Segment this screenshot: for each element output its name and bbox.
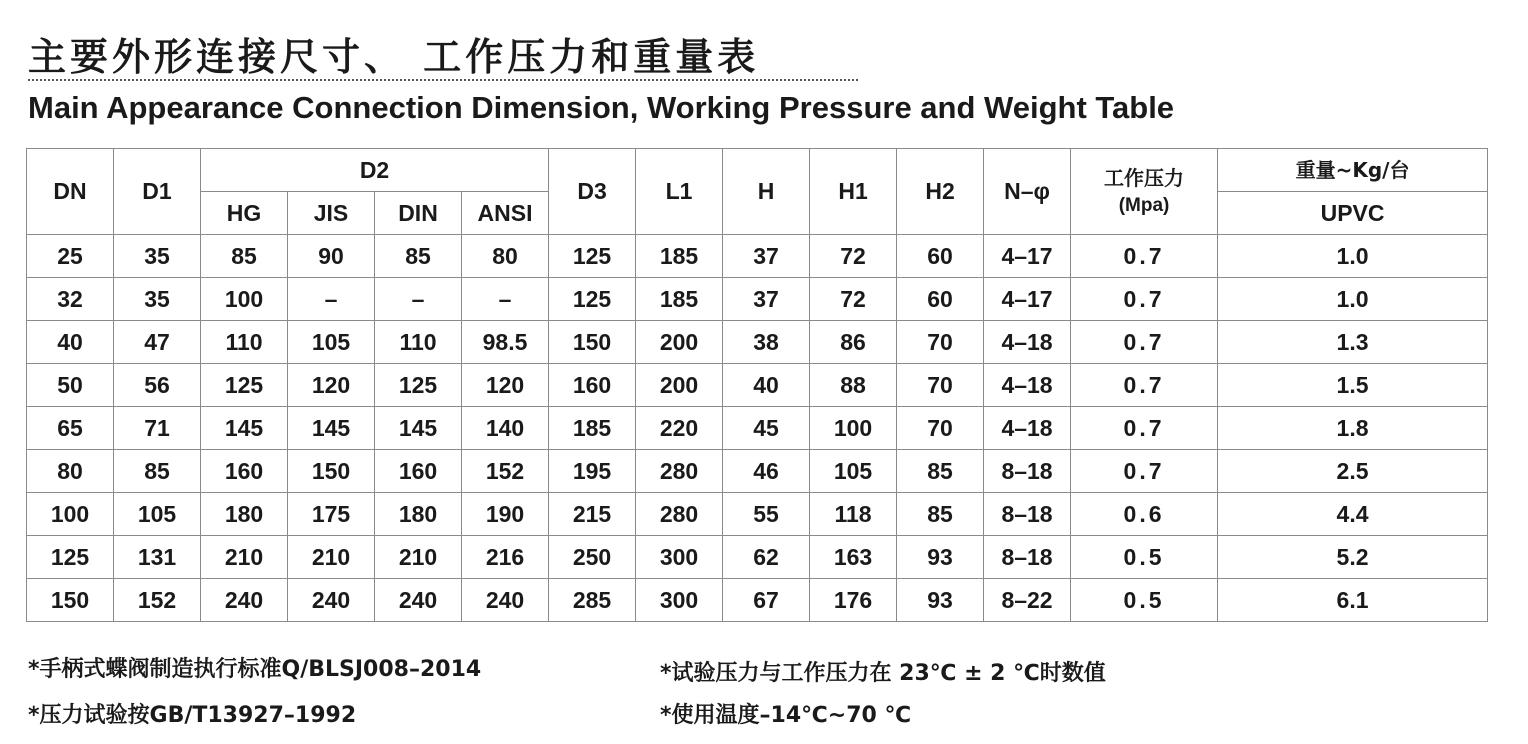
cell-d1: 85 <box>114 450 201 493</box>
cell-n-phi: 8–18 <box>984 493 1071 536</box>
header-d2-ansi: ANSI <box>462 192 549 235</box>
cell-h2: 60 <box>897 278 984 321</box>
cell-h: 45 <box>723 407 810 450</box>
cell-d2-ansi: 140 <box>462 407 549 450</box>
table-row <box>27 235 1488 278</box>
header-h: H <box>723 149 810 235</box>
cell-n-phi: 4–17 <box>984 278 1071 321</box>
header-d2-hg: HG <box>201 192 288 235</box>
cell-d3: 250 <box>549 536 636 579</box>
cell-d2-din: 125 <box>375 364 462 407</box>
cell-dn: 80 <box>27 450 114 493</box>
header-d1: D1 <box>114 149 201 235</box>
header-d2-jis: JIS <box>288 192 375 235</box>
dimension-table <box>26 148 1488 622</box>
cell-n-phi: 4–18 <box>984 321 1071 364</box>
note-test-condition: *试验压力与工作压力在 23℃ ± 2 ℃时数值 <box>660 661 1106 686</box>
cell-d2-jis: 120 <box>288 364 375 407</box>
cell-d2-ansi: 80 <box>462 235 549 278</box>
cell-l1: 280 <box>636 493 723 536</box>
cell-d3: 285 <box>549 579 636 622</box>
cell-d2-din: 210 <box>375 536 462 579</box>
cell-dn: 150 <box>27 579 114 622</box>
header-d3: D3 <box>549 149 636 235</box>
cell-pressure: 0.7 <box>1071 450 1218 493</box>
cell-h1: 100 <box>810 407 897 450</box>
cell-h1: 105 <box>810 450 897 493</box>
cell-d2-jis: 240 <box>288 579 375 622</box>
cell-l1: 280 <box>636 450 723 493</box>
header-weight: 重量~Kg/台 <box>1218 149 1488 192</box>
header-working-pressure <box>1071 149 1218 235</box>
table-row <box>27 579 1488 622</box>
cell-d2-hg: 145 <box>201 407 288 450</box>
cell-d2-jis: 145 <box>288 407 375 450</box>
cell-d2-hg: 210 <box>201 536 288 579</box>
cell-l1: 185 <box>636 278 723 321</box>
cell-pressure: 0.7 <box>1071 321 1218 364</box>
header-n-phi: N–φ <box>984 149 1071 235</box>
cell-d2-din: 240 <box>375 579 462 622</box>
cell-pressure: 0.7 <box>1071 364 1218 407</box>
cell-d2-hg: 100 <box>201 278 288 321</box>
cell-h2: 85 <box>897 450 984 493</box>
header-h2: H2 <box>897 149 984 235</box>
cell-n-phi: 8–18 <box>984 450 1071 493</box>
cell-weight: 1.0 <box>1218 278 1488 321</box>
cell-h1: 118 <box>810 493 897 536</box>
cell-d2-ansi: 98.5 <box>462 321 549 364</box>
page-title-english: Main Appearance Connection Dimension, Working Pressure and Weight Table <box>28 90 1175 125</box>
cell-pressure: 0.6 <box>1071 493 1218 536</box>
cell-dn: 25 <box>27 235 114 278</box>
cell-d2-jis: 150 <box>288 450 375 493</box>
cell-d3: 125 <box>549 235 636 278</box>
table-row <box>27 450 1488 493</box>
cell-h1: 88 <box>810 364 897 407</box>
cell-d2-din: – <box>375 278 462 321</box>
header-pressure-unit: (Mpa) <box>1118 194 1170 216</box>
cell-d1: 47 <box>114 321 201 364</box>
table-row <box>27 536 1488 579</box>
header-pressure-label: 工作压力 <box>1104 165 1185 190</box>
cell-h1: 72 <box>810 235 897 278</box>
table-row <box>27 278 1488 321</box>
note-temperature: *使用温度–14℃~70 ℃ <box>660 703 912 728</box>
cell-d1: 35 <box>114 235 201 278</box>
cell-d2-hg: 125 <box>201 364 288 407</box>
cell-h1: 163 <box>810 536 897 579</box>
cell-h: 62 <box>723 536 810 579</box>
cell-l1: 200 <box>636 364 723 407</box>
table-row <box>27 407 1488 450</box>
cell-d2-jis: 210 <box>288 536 375 579</box>
cell-d3: 160 <box>549 364 636 407</box>
cell-d2-ansi: 216 <box>462 536 549 579</box>
cell-dn: 100 <box>27 493 114 536</box>
cell-dn: 32 <box>27 278 114 321</box>
cell-weight: 2.5 <box>1218 450 1488 493</box>
cell-d2-din: 160 <box>375 450 462 493</box>
title-divider <box>28 79 858 81</box>
cell-d3: 215 <box>549 493 636 536</box>
cell-d1: 71 <box>114 407 201 450</box>
page-title-chinese: 主要外形连接尺寸、 工作压力和重量表 <box>28 35 760 79</box>
table-row <box>27 364 1488 407</box>
cell-d3: 195 <box>549 450 636 493</box>
cell-weight: 1.8 <box>1218 407 1488 450</box>
header-h1: H1 <box>810 149 897 235</box>
cell-h: 67 <box>723 579 810 622</box>
cell-dn: 65 <box>27 407 114 450</box>
cell-h: 46 <box>723 450 810 493</box>
cell-n-phi: 4–17 <box>984 235 1071 278</box>
cell-d3: 185 <box>549 407 636 450</box>
cell-h: 40 <box>723 364 810 407</box>
cell-d1: 152 <box>114 579 201 622</box>
cell-d2-din: 110 <box>375 321 462 364</box>
cell-pressure: 0.5 <box>1071 536 1218 579</box>
cell-pressure: 0.5 <box>1071 579 1218 622</box>
cell-d2-ansi: – <box>462 278 549 321</box>
cell-dn: 125 <box>27 536 114 579</box>
cell-d2-din: 85 <box>375 235 462 278</box>
note-pressure-test: *压力试验按GB/T13927–1992 <box>28 703 357 728</box>
cell-d2-din: 180 <box>375 493 462 536</box>
cell-l1: 300 <box>636 536 723 579</box>
cell-weight: 1.5 <box>1218 364 1488 407</box>
header-d2: D2 <box>201 149 549 192</box>
cell-h: 37 <box>723 278 810 321</box>
cell-h2: 60 <box>897 235 984 278</box>
cell-l1: 220 <box>636 407 723 450</box>
cell-l1: 185 <box>636 235 723 278</box>
cell-d2-ansi: 190 <box>462 493 549 536</box>
cell-d2-hg: 180 <box>201 493 288 536</box>
cell-h1: 72 <box>810 278 897 321</box>
cell-pressure: 0.7 <box>1071 278 1218 321</box>
header-l1: L1 <box>636 149 723 235</box>
cell-weight: 6.1 <box>1218 579 1488 622</box>
cell-pressure: 0.7 <box>1071 235 1218 278</box>
cell-d2-ansi: 240 <box>462 579 549 622</box>
header-weight-upvc: UPVC <box>1218 192 1488 235</box>
cell-d2-ansi: 120 <box>462 364 549 407</box>
cell-n-phi: 4–18 <box>984 407 1071 450</box>
cell-pressure: 0.7 <box>1071 407 1218 450</box>
cell-h1: 86 <box>810 321 897 364</box>
cell-d2-hg: 240 <box>201 579 288 622</box>
cell-d1: 105 <box>114 493 201 536</box>
cell-h: 38 <box>723 321 810 364</box>
cell-n-phi: 8–22 <box>984 579 1071 622</box>
table-row <box>27 493 1488 536</box>
cell-l1: 200 <box>636 321 723 364</box>
cell-l1: 300 <box>636 579 723 622</box>
cell-h2: 70 <box>897 407 984 450</box>
cell-h1: 176 <box>810 579 897 622</box>
header-d2-din: DIN <box>375 192 462 235</box>
cell-d2-jis: 90 <box>288 235 375 278</box>
cell-h: 55 <box>723 493 810 536</box>
cell-d2-jis: 105 <box>288 321 375 364</box>
cell-weight: 1.0 <box>1218 235 1488 278</box>
cell-weight: 4.4 <box>1218 493 1488 536</box>
cell-d1: 56 <box>114 364 201 407</box>
cell-d1: 35 <box>114 278 201 321</box>
cell-d2-hg: 110 <box>201 321 288 364</box>
cell-d1: 131 <box>114 536 201 579</box>
header-dn: DN <box>27 149 114 235</box>
cell-h2: 70 <box>897 321 984 364</box>
cell-d2-ansi: 152 <box>462 450 549 493</box>
cell-h2: 93 <box>897 579 984 622</box>
cell-weight: 5.2 <box>1218 536 1488 579</box>
cell-h2: 70 <box>897 364 984 407</box>
cell-n-phi: 4–18 <box>984 364 1071 407</box>
cell-h2: 85 <box>897 493 984 536</box>
cell-weight: 1.3 <box>1218 321 1488 364</box>
cell-h2: 93 <box>897 536 984 579</box>
cell-n-phi: 8–18 <box>984 536 1071 579</box>
cell-d3: 125 <box>549 278 636 321</box>
cell-d2-hg: 160 <box>201 450 288 493</box>
cell-d2-jis: 175 <box>288 493 375 536</box>
cell-d3: 150 <box>549 321 636 364</box>
cell-d2-din: 145 <box>375 407 462 450</box>
cell-dn: 50 <box>27 364 114 407</box>
cell-d2-jis: – <box>288 278 375 321</box>
note-standard: *手柄式蝶阀制造执行标准Q/BLSJ008–2014 <box>28 657 482 682</box>
cell-d2-hg: 85 <box>201 235 288 278</box>
table-row <box>27 321 1488 364</box>
table-body <box>27 235 1488 622</box>
cell-h: 37 <box>723 235 810 278</box>
cell-dn: 40 <box>27 321 114 364</box>
